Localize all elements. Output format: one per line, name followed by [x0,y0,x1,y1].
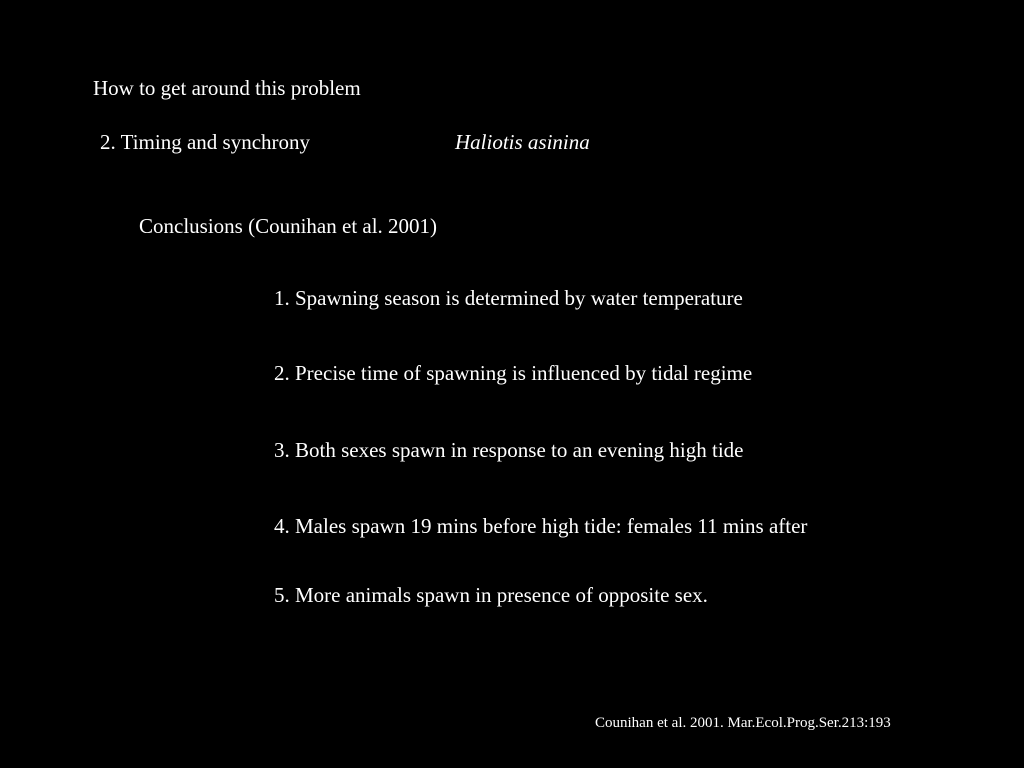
conclusion-point-5: 5. More animals spawn in presence of opposite sex. [274,583,708,607]
conclusion-point-3: 3. Both sexes spawn in response to an evening high tide [274,438,744,462]
slide-title: How to get around this problem [93,76,361,100]
conclusion-point-2: 2. Precise time of spawning is influenced by tidal regime [274,361,753,385]
species-name: Haliotis asinina [455,130,590,154]
citation: Counihan et al. 2001. Mar.Ecol.Prog.Ser.213:193 [595,715,891,731]
slide-subtitle: 2. Timing and synchrony [100,130,311,154]
conclusion-point-1: 1. Spawning season is determined by water temperature [274,286,743,310]
conclusion-point-4: 4. Males spawn 19 mins before high tide: females 11 mins after [274,514,808,538]
conclusions-heading: Conclusions (Counihan et al. 2001) [139,214,438,238]
